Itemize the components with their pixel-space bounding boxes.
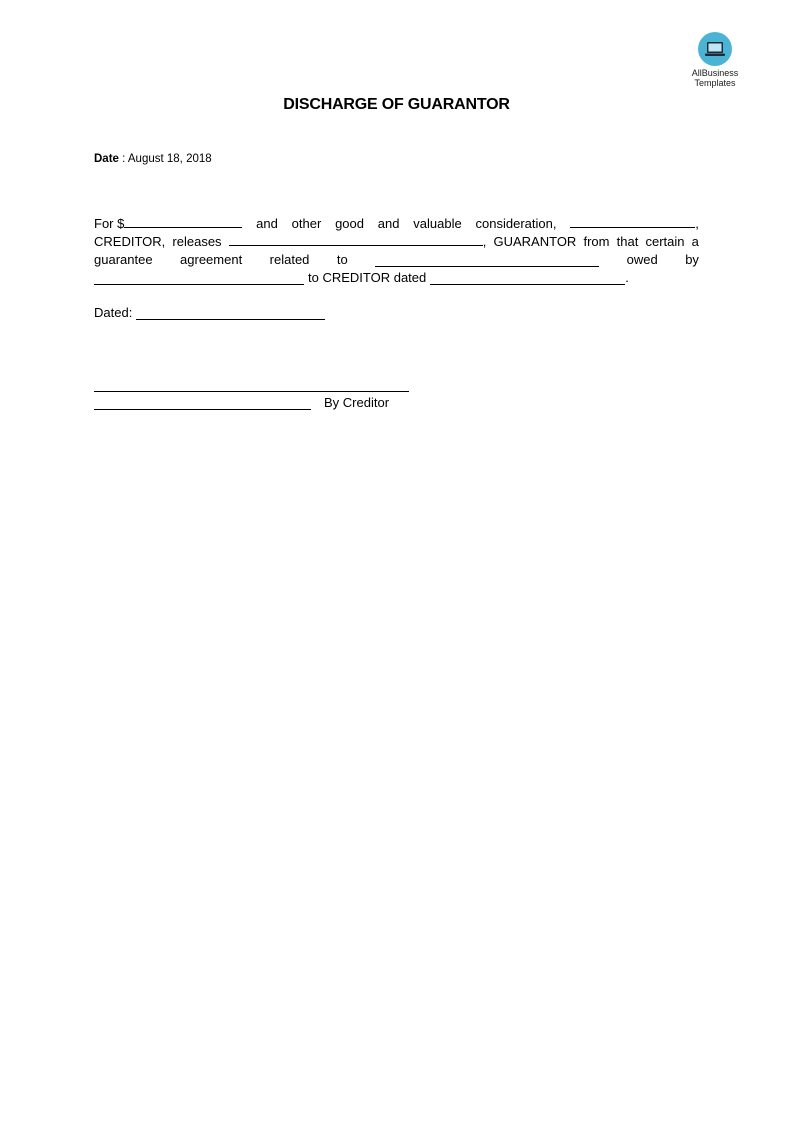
word-consideration: consideration, bbox=[475, 216, 557, 231]
guarantor-name-blank[interactable] bbox=[229, 233, 483, 246]
word-guarantor: GUARANTOR bbox=[493, 234, 577, 249]
logo-text-line1: AllBusiness bbox=[691, 68, 739, 78]
date-label: Date bbox=[94, 153, 119, 165]
name-line[interactable] bbox=[94, 409, 311, 410]
amount-blank[interactable] bbox=[124, 215, 242, 228]
comma-2: , bbox=[482, 234, 487, 249]
para-row-4 bbox=[94, 267, 699, 285]
logo-circle bbox=[698, 32, 732, 66]
word-by: by bbox=[685, 252, 699, 267]
word-guarantee: guarantee bbox=[94, 252, 153, 267]
logo-text-line2: Templates bbox=[694, 78, 736, 88]
company-logo bbox=[684, 32, 746, 88]
word-creditor: CREDITOR, bbox=[94, 234, 166, 249]
period: . bbox=[625, 270, 629, 285]
to-creditor-dated: to CREDITOR dated bbox=[308, 270, 427, 285]
word-good: good bbox=[335, 216, 364, 231]
word-to: to bbox=[336, 252, 348, 267]
word-and-2: and bbox=[377, 216, 400, 231]
page-title: DISCHARGE OF GUARANTOR bbox=[283, 96, 510, 113]
word-owed: owed bbox=[626, 252, 658, 267]
by-creditor-label: By Creditor bbox=[324, 395, 390, 410]
word-releases: releases bbox=[172, 234, 222, 249]
debtor-blank[interactable] bbox=[94, 272, 304, 285]
creditor-name-blank[interactable] bbox=[570, 215, 695, 228]
word-other: other bbox=[291, 216, 322, 231]
word-valuable: valuable bbox=[413, 216, 462, 231]
word-from: from bbox=[583, 234, 610, 249]
word-that: that bbox=[616, 234, 639, 249]
word-related: related bbox=[269, 252, 310, 267]
agreement-date-blank[interactable] bbox=[430, 272, 625, 285]
body-paragraph bbox=[94, 213, 699, 285]
creditor-name-group bbox=[570, 215, 699, 231]
para-row-2 bbox=[94, 231, 699, 249]
guarantor-name-group bbox=[229, 233, 487, 249]
word-certain: certain bbox=[645, 234, 685, 249]
date-separator: : bbox=[118, 153, 128, 165]
amount-group bbox=[94, 215, 242, 231]
date-value: August 18, 2018 bbox=[127, 153, 212, 165]
agreement-blank[interactable] bbox=[375, 254, 599, 267]
word-and: and bbox=[256, 216, 278, 231]
word-agreement: agreement bbox=[180, 252, 243, 267]
comma-1: , bbox=[695, 216, 699, 231]
dated-line bbox=[94, 305, 325, 320]
date-line bbox=[94, 153, 212, 165]
for-prefix: For $ bbox=[94, 216, 125, 231]
dated-label: Dated: bbox=[94, 305, 133, 320]
laptop-icon bbox=[698, 32, 732, 66]
dated-blank[interactable] bbox=[136, 307, 325, 320]
para-row-1 bbox=[94, 213, 699, 231]
para-row-3 bbox=[94, 249, 699, 267]
word-a: a bbox=[691, 234, 699, 249]
signature-line[interactable] bbox=[94, 391, 409, 392]
